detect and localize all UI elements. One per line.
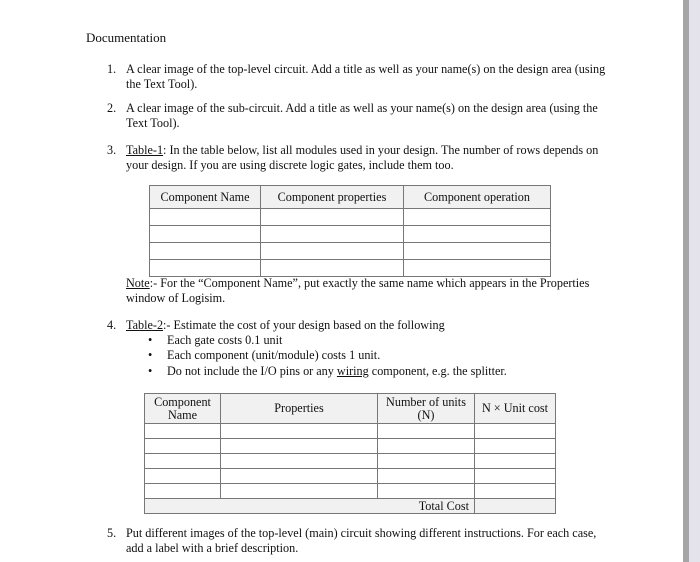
- table-2-header: Component Name: [145, 394, 221, 424]
- table-cell[interactable]: [261, 226, 404, 243]
- table-cell[interactable]: [145, 439, 221, 454]
- table-cell[interactable]: [404, 260, 551, 277]
- table-cell[interactable]: [261, 260, 404, 277]
- bullet-text: Each component (unit/module) costs 1 unit.: [167, 348, 381, 362]
- table-2-header: Properties: [221, 394, 378, 424]
- document-page: Documentation 1. A clear image of the top-level circuit. Add a title as well as your name(s) on the design area (using the Text Tool). 2. A clear image of the sub-circuit. Add a title as well as your name(s) on the design area (using the Text Tool). 3. Table-1: In the table below, list all modules used in your design. The number of rows depends on your design. If you are using discrete logic gates, include them too. Component Name Component properties Component operation Note:- For the “Component Name”, put exactly the same name which appears in the Properties window of Logisim. 4. Table-2:- Estimate the cost of your design based on the following • Each gate costs 0.1 unit • Each component (unit/module) costs 1 unit. • Do not include the I/O pins or any wiring component, e.g. the splitter. Component Name Properties Number of units (N) N × Unit cost Total Cost 5. Put different images of the top-level (main) circuit showing different instructions. For each case, add a label with a brief description.: [0, 0, 689, 562]
- section-heading: Documentation: [86, 30, 167, 45]
- item-number: 1.: [107, 62, 117, 76]
- table-1-header: Component Name: [150, 186, 261, 209]
- bullet-text: Each gate costs 0.1 unit: [167, 333, 283, 347]
- table-cell[interactable]: [150, 260, 261, 277]
- table-cell[interactable]: [475, 439, 556, 454]
- item-number: 5.: [107, 526, 117, 540]
- table-cell[interactable]: [475, 484, 556, 499]
- total-cost-label: Total Cost: [145, 499, 475, 514]
- table-cell[interactable]: [378, 439, 475, 454]
- table-cell[interactable]: [378, 424, 475, 439]
- table-2-label: Table-2: [126, 318, 164, 332]
- table-cell[interactable]: [150, 226, 261, 243]
- bullet-text: [167, 364, 507, 379]
- table-cell[interactable]: [221, 439, 378, 454]
- table-row: [145, 424, 556, 439]
- table-2-header: Number of units (N): [378, 394, 475, 424]
- table-cell[interactable]: [475, 469, 556, 484]
- table-cell[interactable]: [261, 243, 404, 260]
- wiring-underlined: wiring: [336, 364, 369, 378]
- table-cell[interactable]: [404, 243, 551, 260]
- table-cell[interactable]: [145, 469, 221, 484]
- note: [126, 276, 606, 306]
- item-text: [126, 318, 616, 333]
- table-cell[interactable]: [475, 454, 556, 469]
- item-text-body: :- Estimate the cost of your design based on the following: [163, 318, 445, 332]
- table-cell[interactable]: [378, 454, 475, 469]
- note-label: Note: [126, 276, 150, 290]
- table-row: [150, 226, 551, 243]
- note-text: :- For the “Component Name”, put exactly the same name which appears in the Properties window of Logisim.: [126, 276, 590, 305]
- item-number: 2.: [107, 101, 117, 115]
- item-text-body: : In the table below, list all modules used in your design. The number of rows depends on your design. If you are using discrete logic gates, include them too.: [126, 143, 599, 172]
- table-1-label: Table-1: [126, 143, 164, 157]
- table-cell[interactable]: [261, 209, 404, 226]
- table-cell[interactable]: [221, 424, 378, 439]
- table-2: [144, 393, 556, 514]
- table-row: [145, 439, 556, 454]
- total-row: [145, 499, 556, 514]
- bullet-text-start: Do not include the I/O pins or any: [167, 364, 337, 378]
- table-cell[interactable]: [378, 484, 475, 499]
- item-number: 3.: [107, 143, 117, 157]
- table-cell[interactable]: [475, 424, 556, 439]
- table-row: [145, 484, 556, 499]
- table-cell[interactable]: [221, 469, 378, 484]
- table-row: [145, 454, 556, 469]
- table-cell[interactable]: [150, 243, 261, 260]
- table-cell[interactable]: [378, 469, 475, 484]
- item-number: 4.: [107, 318, 117, 332]
- table-cell[interactable]: [145, 484, 221, 499]
- table-row: [145, 469, 556, 484]
- table-row: [150, 243, 551, 260]
- bullet-text-end: component, e.g. the splitter.: [368, 364, 507, 378]
- table-cell[interactable]: [221, 484, 378, 499]
- table-cell[interactable]: [150, 209, 261, 226]
- table-cell[interactable]: [145, 424, 221, 439]
- table-row: [150, 209, 551, 226]
- table-1: [149, 185, 551, 277]
- item-text: [126, 143, 616, 173]
- item-text: Put different images of the top-level (main) circuit showing different instructions. For each case, add a label with a brief description.: [126, 526, 597, 555]
- table-cell[interactable]: [404, 226, 551, 243]
- table-1-header: Component operation: [404, 186, 551, 209]
- table-cell[interactable]: [145, 454, 221, 469]
- table-row: [150, 260, 551, 277]
- table-1-header: Component properties: [261, 186, 404, 209]
- table-2-header: N × Unit cost: [475, 394, 556, 424]
- table-cell[interactable]: [404, 209, 551, 226]
- total-cost-cell[interactable]: [475, 499, 556, 514]
- item-text: A clear image of the top-level circuit. Add a title as well as your name(s) on the design area (using the Text Tool).: [126, 62, 606, 91]
- table-cell[interactable]: [221, 454, 378, 469]
- item-text: A clear image of the sub-circuit. Add a title as well as your name(s) on the design area (using the Text Tool).: [126, 101, 598, 130]
